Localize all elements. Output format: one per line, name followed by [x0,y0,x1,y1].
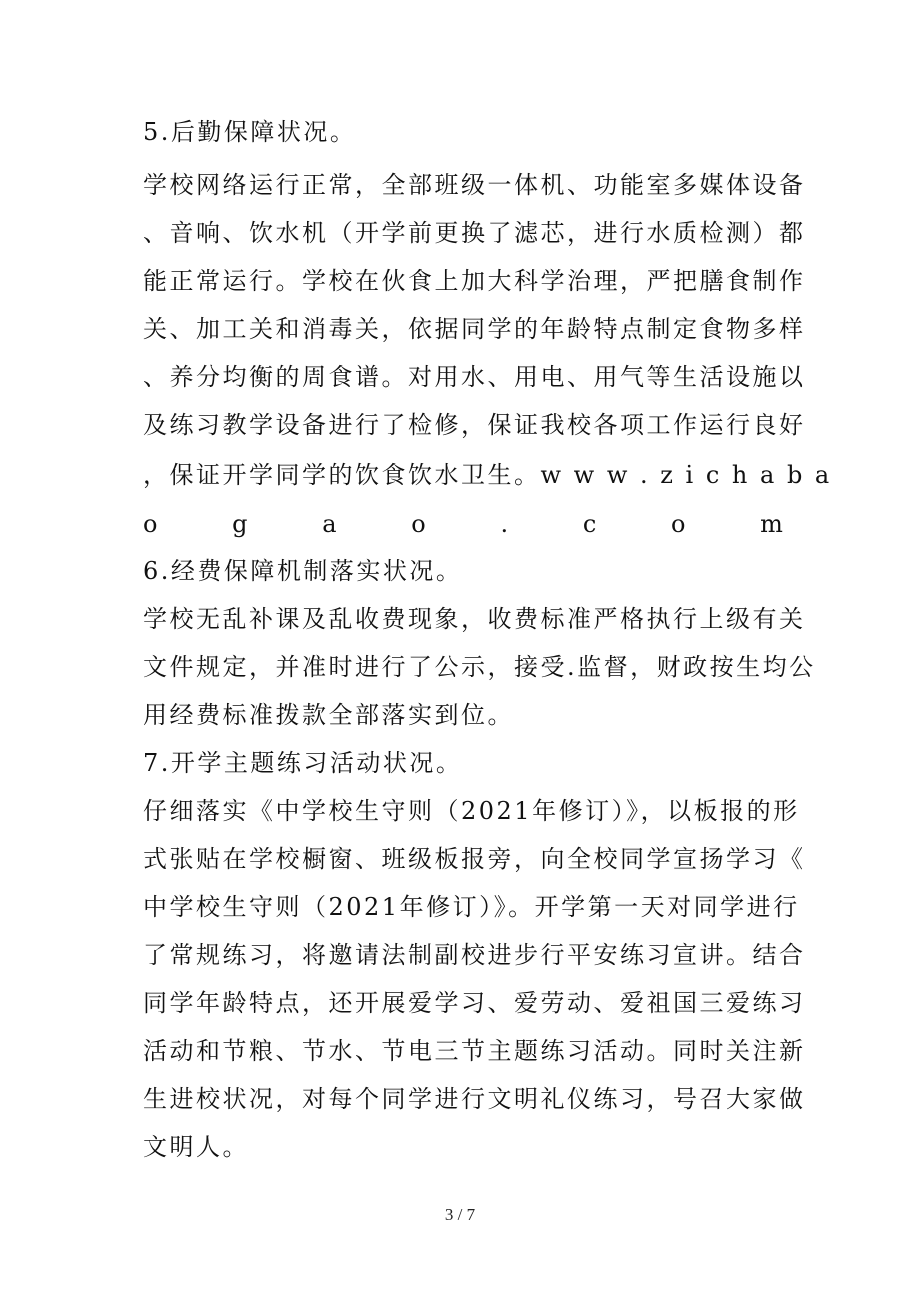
section-heading-activities: 7.开学主题练习活动状况。 [143,749,463,777]
paragraph-line: 文明人。 [143,1133,249,1161]
paragraph-line: 式张贴在学校橱窗、班级板报旁，向全校同学宣扬学习《 [143,845,806,873]
section-heading-funding: 6.经费保障机制落实状况。 [143,557,463,585]
paragraph-line: 学校网络运行正常，全部班级一体机、功能室多媒体设备 [143,171,806,199]
paragraph-line: 、音响、饮水机（开学前更换了滤芯，进行水质检测）都 [143,219,806,247]
spread-char: m [760,510,783,538]
paragraph-line: 活动和节粮、节水、节电三节主题练习活动。同时关注新 [143,1037,806,1065]
paragraph-line: 仔细落实《中学校生守则（2021年修订）》，以板报的形 [143,797,800,825]
spread-char: o [143,510,158,538]
spread-char: c [582,510,597,538]
paragraph-line: 关、加工关和消毒关，依据同学的年龄特点制定食物多样 [143,315,806,343]
paragraph-line: 文件规定，并准时进行了公示，接受.监督，财政按生均公 [143,653,816,681]
spread-char: g [232,510,248,538]
paragraph-line: 学校无乱补课及乱收费现象，收费标准严格执行上级有关 [143,605,806,633]
paragraph-line: 中学校生守则（2021年修订）》。开学第一天对同学进行 [143,893,800,921]
section-heading-logistics: 5.后勤保障状况。 [143,118,357,146]
spread-char: a [322,510,337,538]
paragraph-line: 生进校状况，对每个同学进行文明礼仪练习，号召大家做 [143,1085,806,1113]
spread-url-line [143,509,783,539]
paragraph-line: 了常规练习，将邀请法制副校进步行平安练习宣讲。结合 [143,941,806,969]
paragraph-line: 同学年龄特点，还开展爱学习、爱劳动、爱祖国三爱练习 [143,989,806,1017]
paragraph-line: 、养分均衡的周食谱。对用水、用电、用气等生活设施以 [143,363,806,391]
spread-char: o [411,510,426,538]
paragraph-line: 用经费标准拨款全部落实到位。 [143,701,514,729]
paragraph-line: ，保证开学同学的饮食饮水卫生。w w w . z i c h a b a [143,461,832,489]
spread-char: . [500,510,509,538]
paragraph-line: 能正常运行。学校在伙食上加大科学治理，严把膳食制作 [143,267,806,295]
spread-char: o [671,510,686,538]
page-number: 3 / 7 [444,1205,476,1224]
paragraph-line: 及练习教学设备进行了检修，保证我校各项工作运行良好 [143,411,806,439]
